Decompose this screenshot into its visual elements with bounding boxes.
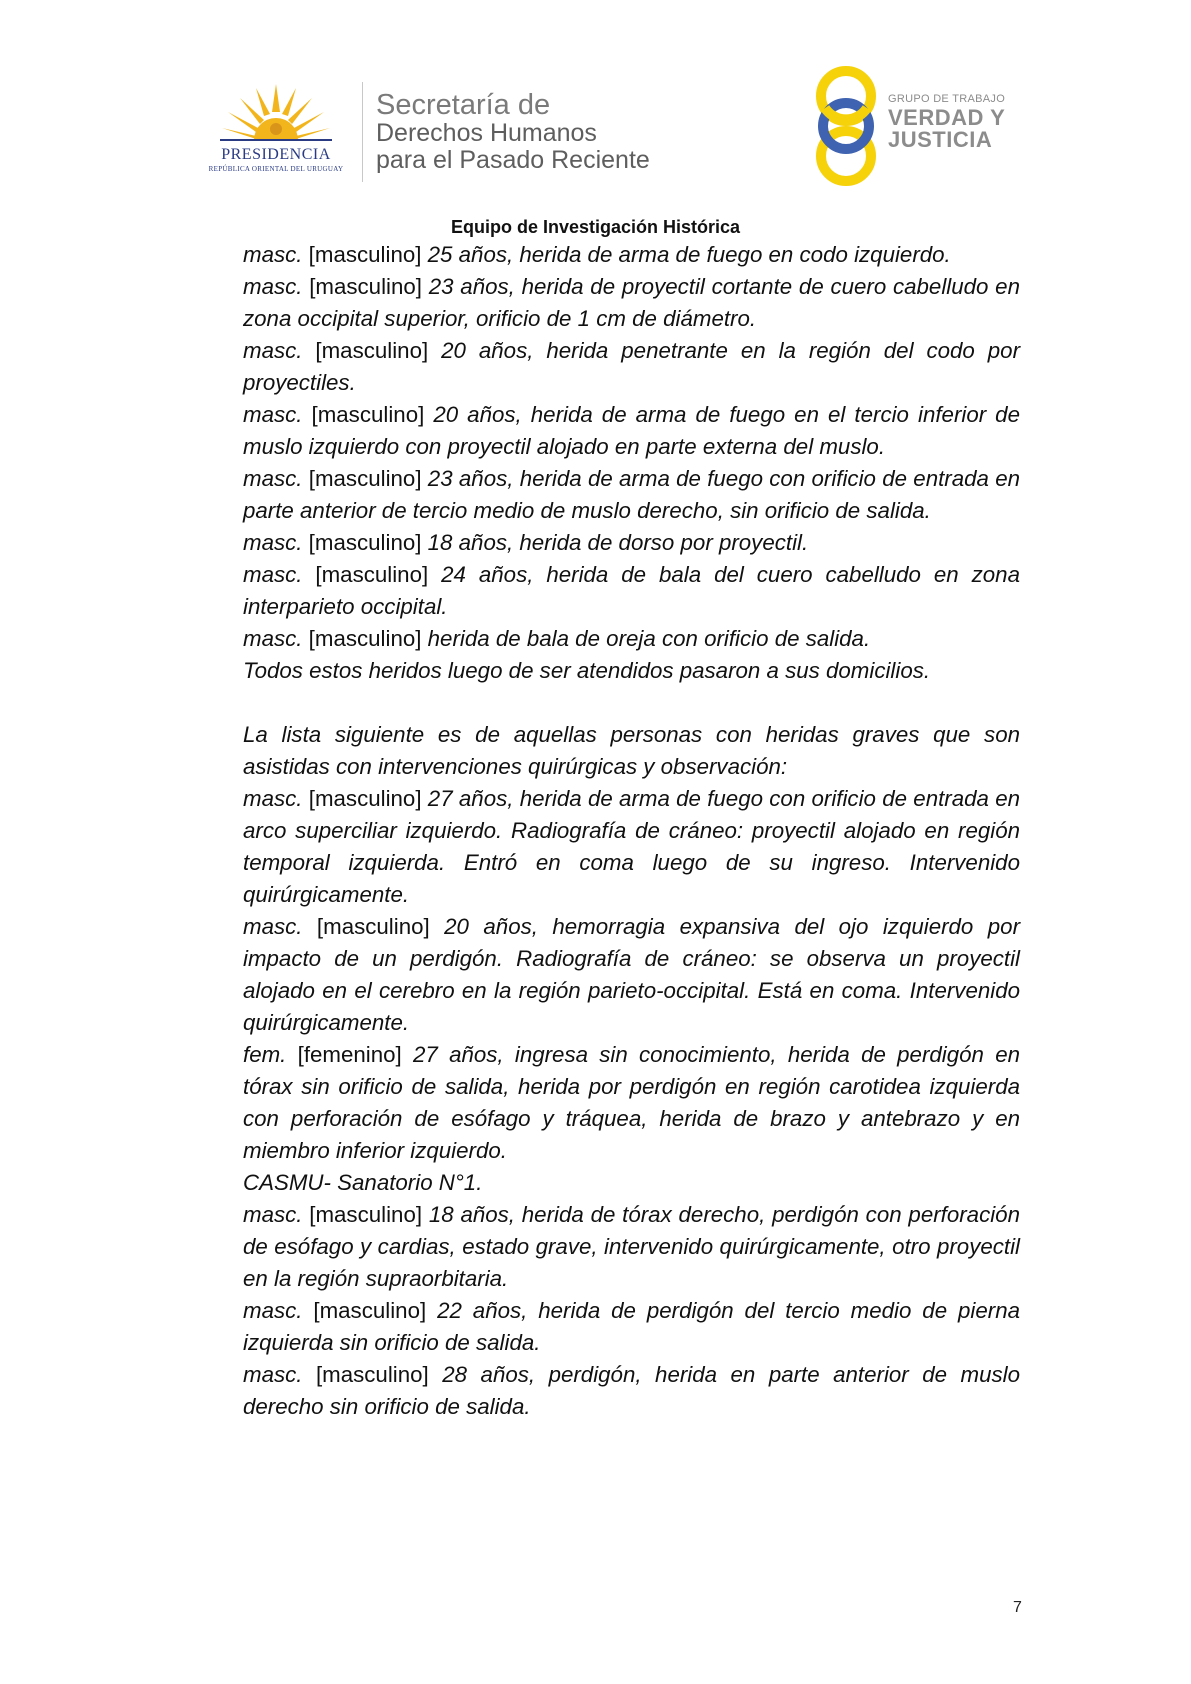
injury-entry: masc. [masculino] herida de bala de oreja con orificio de salida. [243, 626, 871, 651]
gtvj-logo [812, 62, 1032, 190]
injury-entry: masc. [masculino] 28 años, perdigón, herida en parte anterior de muslo derecho sin orificio de salida. [243, 1362, 1020, 1419]
injury-entry: masc. [masculino] 20 años, herida penetrante en la región del codo por proyectiles. [243, 338, 1020, 395]
injury-entry: fem. [femenino] 27 años, ingresa sin conocimiento, herida de perdigón en tórax sin orificio de salida, herida por perdigón en región carotidea izquierda con perforación de esófago y tráquea, herida de brazo y antebrazo y en miembro inferior izquierdo. [243, 1042, 1020, 1163]
document-body [243, 239, 1020, 1423]
injury-entry: masc. [masculino] 20 años, herida de arma de fuego en el tercio inferior de muslo izquierdo con proyectil alojado en parte externa del muslo. [243, 402, 1020, 459]
injury-entry: masc. [masculino] 24 años, herida de bala del cuero cabelludo en zona interparieto occipital. [243, 562, 1020, 619]
presidencia-subtitle: REPÚBLICA ORIENTAL DEL URUGUAY [208, 165, 344, 173]
gtvj-line2: VERDAD Y [888, 105, 1006, 130]
summary-note: Todos estos heridos luego de ser atendidos pasaron a sus domicilios. [243, 658, 931, 683]
paragraph-spacer [243, 687, 1020, 719]
team-title: Equipo de Investigación Histórica [450, 217, 741, 237]
injury-entry: masc. [masculino] 20 años, hemorragia expansiva del ojo izquierdo por impacto de un perdigón. Radiografía de cráneo: se observa un proyectil alojado en el cerebro en la región parieto-occipital. Está en coma. Intervenido quirúrgicamente. [243, 914, 1020, 1035]
section-intro: La lista siguiente es de aquellas personas con heridas graves que son asistidas con intervenciones quirúrgicas y observación: [243, 722, 1020, 779]
institution-heading: CASMU- Sanatorio N°1. [243, 1170, 483, 1195]
injury-entry: masc. [masculino] 25 años, herida de arma de fuego en codo izquierdo. [243, 242, 951, 267]
page-number: 7 [1013, 1599, 1022, 1616]
injury-entry: masc. [masculino] 23 años, herida de proyectil cortante de cuero cabelludo en zona occipital superior, orificio de 1 cm de diámetro. [243, 274, 1020, 331]
injury-entry: masc. [masculino] 22 años, herida de perdigón del tercio medio de pierna izquierda sin orificio de salida. [243, 1298, 1020, 1355]
injury-entry: masc. [masculino] 27 años, herida de arma de fuego con orificio de entrada en arco superciliar izquierdo. Radiografía de cráneo: proyectil alojado en región temporal izquierda. Entró en coma luego de su ingreso. Intervenido quirúrgicamente. [243, 786, 1020, 907]
interlocking-rings-icon [812, 62, 884, 190]
logo-divider [362, 82, 363, 182]
presidencia-logo [198, 82, 354, 182]
injury-entry: masc. [masculino] 18 años, herida de tórax derecho, perdigón con perforación de esófago y cardias, estado grave, intervenido quirúrgicamente, otro proyectil en la región supraorbitaria. [243, 1202, 1020, 1291]
gtvj-line3: JUSTICIA [888, 127, 993, 152]
secretaria-logo-text [376, 90, 650, 173]
secretaria-line1: Secretaría de [376, 89, 551, 121]
page-header [0, 0, 1191, 210]
presidencia-wordmark: PRESIDENCIA [221, 146, 331, 163]
gtvj-text [888, 94, 1005, 151]
secretaria-line3: para el Pasado Reciente [376, 145, 650, 174]
injury-entry: masc. [masculino] 18 años, herida de dorso por proyectil. [243, 530, 809, 555]
gtvj-line1: GRUPO DE TRABAJO [888, 93, 1006, 105]
sun-emblem-icon [198, 82, 354, 146]
injury-entry: masc. [masculino] 23 años, herida de arma de fuego con orificio de entrada en parte anterior de tercio medio de muslo derecho, sin orificio de salida. [243, 466, 1020, 523]
secretaria-line2: Derechos Humanos [376, 119, 597, 148]
